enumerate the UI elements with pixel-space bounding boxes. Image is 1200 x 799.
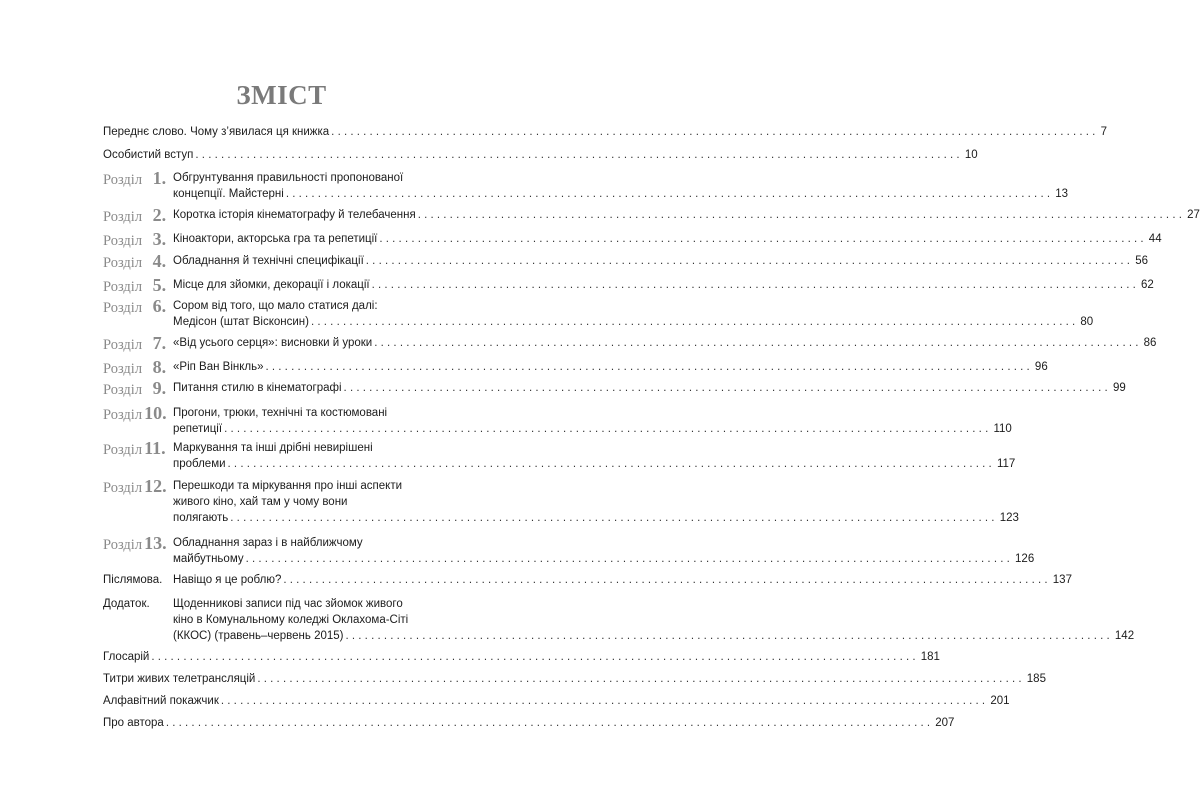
chapter-label (103, 333, 166, 354)
chapter-number: 2. (152, 205, 167, 225)
page-number: 27 (1187, 209, 1200, 221)
entry-line (103, 671, 1046, 687)
leader-dots: ........................................................................................................................ (165, 717, 934, 729)
chapter-label (103, 403, 167, 424)
page-number: 201 (990, 695, 1010, 707)
chapter-word: Розділ (103, 209, 143, 225)
entry-title-line: «Ріп Ван Вінкль» (173, 361, 264, 373)
entry-body (173, 405, 1012, 437)
entry-title-line: Коротка історія кінематографу й телебачення (173, 209, 416, 221)
entry-line (173, 456, 1016, 472)
entry-line (173, 186, 1069, 202)
entry-title-line: репетиції (173, 423, 223, 435)
leader-dots: ........................................................................................................................ (224, 423, 992, 435)
leader-dots: ........................................................................................................................ (230, 512, 998, 524)
leader-dots: ........................................................................................................................ (265, 361, 1033, 373)
entry-line (173, 572, 1072, 588)
leader-dots: ........................................................................................................................ (257, 673, 1025, 685)
page-number: 142 (1114, 630, 1135, 642)
entry-body (173, 277, 1154, 293)
entry-line (103, 715, 955, 731)
chapter-label (103, 378, 166, 399)
entry-body (173, 572, 1072, 588)
chapter-label (103, 533, 167, 554)
page-number: 44 (1148, 233, 1162, 245)
leader-dots: ........................................................................................................................ (371, 279, 1140, 291)
entry-line (103, 693, 1010, 709)
page-number: 86 (1143, 337, 1157, 349)
page-number: 181 (920, 651, 940, 663)
chapter-number: 5. (152, 275, 167, 295)
entry-title-line: кіно в Комунальному коледжі Оклахома-Сіті (173, 614, 409, 626)
entry-title-line: майбутньому (173, 553, 244, 565)
page-number: 7 (1100, 126, 1107, 138)
entry-title-line: Щоденникові записи під час зйомок живого (173, 598, 403, 610)
chapter-word: Розділ (103, 233, 143, 249)
page-number: 99 (1112, 382, 1126, 394)
entry-title-line: Глосарій (103, 651, 150, 663)
chapter-word: Розділ (103, 300, 143, 316)
entry-title-line: «Від усього серця»: висновки й уроки (173, 337, 373, 349)
chapter-word: Розділ (103, 407, 143, 423)
chapter-number: 13. (144, 533, 167, 553)
entry-body (173, 478, 1019, 526)
entry-title-line: живого кіно, хай там у чому вони (173, 496, 348, 508)
entry-title-line: Маркування та інші дрібні невирішені (173, 442, 373, 454)
page-number: 110 (993, 423, 1012, 435)
entry-line (173, 380, 1126, 396)
entry-body (173, 170, 1069, 202)
page-number: 56 (1135, 255, 1148, 267)
page-number: 13 (1055, 188, 1069, 200)
entry-title-line: (ККОС) (травень–червень 2015) (173, 630, 344, 642)
entry-body (173, 207, 1200, 223)
entry-title-line: Кіноактори, акторська гра та репетиції (173, 233, 378, 245)
chapter-word: Розділ (103, 255, 143, 271)
leader-dots: ........................................................................................................................ (195, 149, 963, 161)
page-number: 117 (996, 458, 1016, 470)
page-title: ЗМІСТ (236, 80, 327, 110)
entry-line (103, 124, 1107, 140)
entry-line (173, 277, 1154, 293)
chapter-label (103, 357, 166, 378)
entry-title-line: Навіщо я це роблю? (173, 574, 282, 586)
entry-title-line: Переднє слово. Чому з’явилася ця книжка (103, 126, 330, 138)
leader-dots: ........................................................................................................................ (345, 630, 1113, 642)
entry-title-line: концепції. Майстерні (173, 188, 284, 200)
entry-title-line: Питання стилю в кінематографі (173, 382, 342, 394)
entry-title-line: Перешкоди та міркування про інші аспекти (173, 480, 403, 492)
chapter-number: 10. (144, 403, 167, 423)
chapter-number: 11. (144, 438, 166, 458)
entry-line (103, 147, 978, 163)
page-number: 10 (964, 149, 978, 161)
entry-line (103, 649, 940, 665)
entry-title-line: Титри живих телетрансляцій (103, 673, 256, 685)
leader-dots: ........................................................................................................................ (285, 188, 1054, 200)
entry-title-line: Обгрунтування правильності пропонованої (173, 172, 404, 184)
leader-dots: ........................................................................................................................ (283, 574, 1051, 586)
entry-line (173, 510, 1019, 526)
chapter-number: 4. (152, 251, 167, 271)
page-number: 185 (1026, 673, 1046, 685)
chapter-word: Розділ (103, 480, 143, 496)
chapter-word: Розділ (103, 361, 143, 377)
leader-dots: ........................................................................................................................ (343, 382, 1111, 394)
entry-body (103, 649, 940, 665)
entry-line (173, 314, 1094, 330)
leader-dots: ........................................................................................................................ (417, 209, 1186, 221)
page-number: 126 (1015, 553, 1035, 565)
entry-title-line: Сором від того, що мало статися далі: (173, 300, 378, 312)
entry-title-line: проблеми (173, 458, 226, 470)
chapter-label (103, 251, 166, 272)
leader-dots: ........................................................................................................................ (151, 651, 919, 663)
leader-dots: ........................................................................................................................ (245, 553, 1014, 565)
entry-body (173, 359, 1048, 375)
entry-body (173, 440, 1016, 472)
entry-body (103, 671, 1046, 687)
entry-line (173, 628, 1135, 644)
entry-body (173, 335, 1157, 351)
entry-title-line: Про автора (103, 717, 164, 729)
chapter-word: Розділ (103, 382, 143, 398)
entry-line (173, 207, 1200, 223)
entry-body (173, 298, 1094, 330)
entry-line (173, 421, 1012, 437)
chapter-label (103, 229, 166, 250)
leader-dots: ........................................................................................................................ (365, 255, 1134, 267)
entry-title-line: Прогони, трюки, технічні та костюмовані (173, 407, 388, 419)
page-number: 80 (1080, 316, 1094, 328)
entry-line (173, 359, 1048, 375)
entry-title-line: Медісон (штат Вісконсин) (173, 316, 309, 328)
chapter-number: 8. (152, 357, 167, 377)
entry-body (103, 147, 978, 163)
page-number: 96 (1034, 361, 1048, 373)
page-number: 123 (999, 512, 1019, 524)
entry-body (173, 231, 1162, 247)
entry-body (103, 715, 955, 731)
entry-title-line: полягають (173, 512, 229, 524)
entry-line (173, 335, 1157, 351)
entry-title-line: Обладнання й технічні специфікації (173, 255, 364, 267)
entry-title-line: Обладнання зараз і в найближчому (173, 537, 363, 549)
chapter-word: Розділ (103, 337, 143, 353)
leader-dots: ........................................................................................................................ (331, 126, 1099, 138)
entry-body (173, 535, 1035, 567)
chapter-number: 1. (152, 168, 167, 188)
leader-dots: ........................................................................................................................ (310, 316, 1079, 328)
chapter-label (103, 438, 166, 459)
chapter-word: Розділ (103, 172, 143, 188)
entry-line (173, 551, 1035, 567)
leader-dots: ........................................................................................................................ (379, 233, 1147, 245)
entry-body (173, 253, 1148, 269)
entry-title-line: Особистий вступ (103, 149, 194, 161)
leader-dots: ........................................................................................................................ (374, 337, 1142, 349)
section-label: Післямова. (103, 574, 163, 586)
leader-dots: ........................................................................................................................ (220, 695, 989, 707)
chapter-label (103, 275, 166, 296)
entry-body (173, 596, 1135, 644)
entry-body (103, 693, 1010, 709)
entry-line (173, 231, 1162, 247)
chapter-label (103, 205, 166, 226)
entry-body (173, 380, 1126, 396)
leader-dots: ........................................................................................................................ (227, 458, 995, 470)
chapter-label (103, 476, 167, 497)
page-number: 137 (1052, 574, 1072, 586)
chapter-number: 6. (152, 296, 167, 316)
entry-title-line: Алфавітний покажчик (103, 695, 219, 707)
chapter-number: 9. (152, 378, 167, 398)
chapter-word: Розділ (103, 537, 143, 553)
chapter-word: Розділ (103, 279, 143, 295)
entry-body (103, 124, 1107, 140)
page-number: 62 (1141, 279, 1154, 291)
chapter-label (103, 296, 166, 317)
chapter-label (103, 168, 166, 189)
page-number: 207 (935, 717, 955, 729)
chapter-word: Розділ (103, 442, 143, 458)
section-label: Додаток. (103, 598, 150, 610)
chapter-number: 3. (152, 229, 167, 249)
entry-line (173, 253, 1148, 269)
chapter-number: 7. (152, 333, 167, 353)
chapter-number: 12. (144, 476, 167, 496)
entry-title-line: Місце для зйомки, декорації і локації (173, 279, 370, 291)
